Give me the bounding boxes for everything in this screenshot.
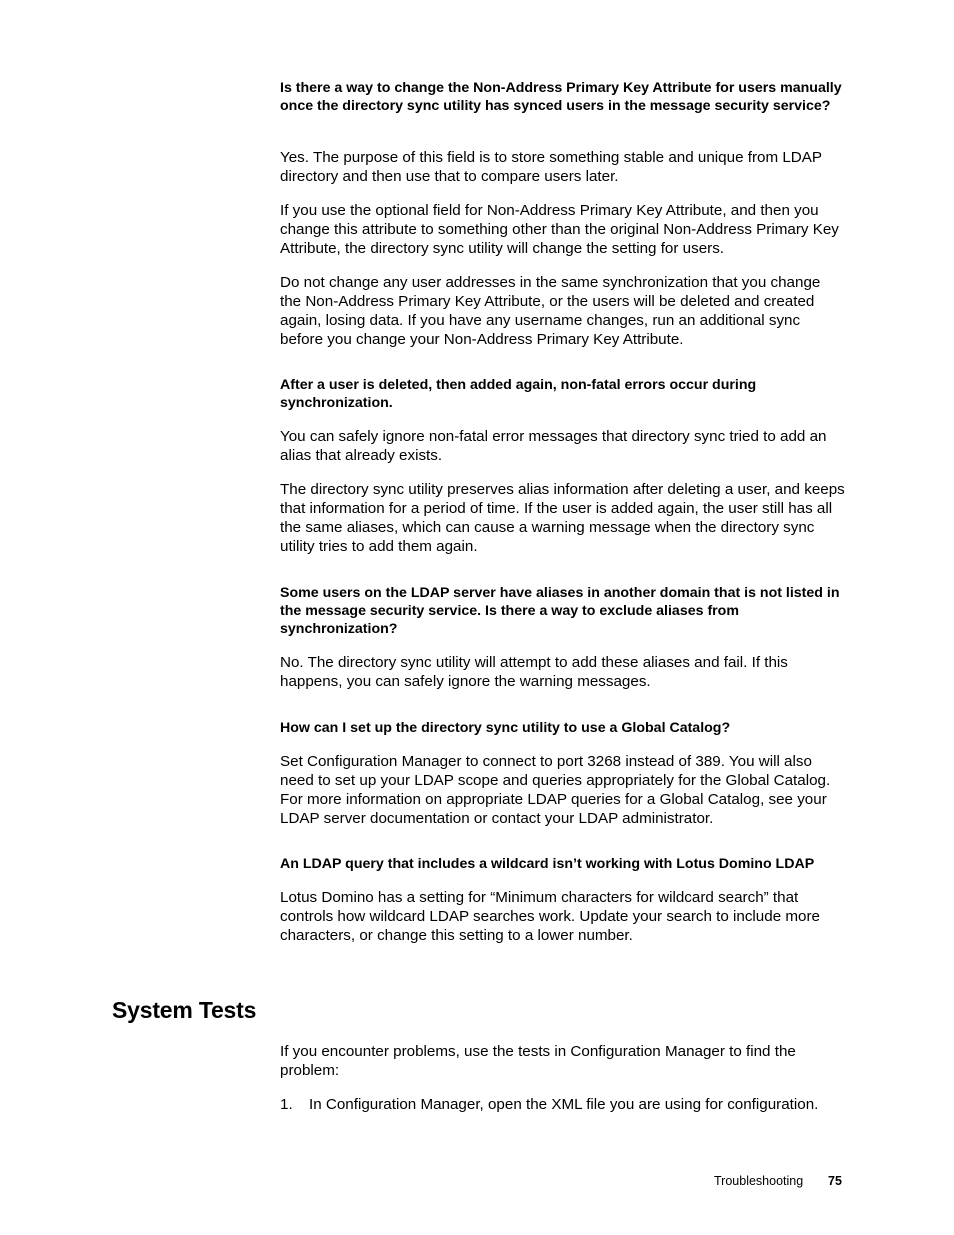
faq-answer: Yes. The purpose of this field is to store something stable and unique from LDAP directory and then use that to compare users later. [280, 149, 822, 185]
section-heading: System Tests [112, 997, 257, 1023]
faq-answer: Do not change any user addresses in the same synchronization that you change the Non-Address Primary Key Attribute, or the users will be deleted and created again, losing data. If you have any username changes, run an additional sync before you change your Non-Address Primary Key Attribute. [280, 274, 821, 348]
faq-question: After a user is deleted, then added again, non-fatal errors occur during synchronization. [280, 377, 757, 411]
list-item [280, 1095, 850, 1114]
faq-question: Some users on the LDAP server have aliases in another domain that is not listed in the message security service. Is there a way to exclude aliases from synchronization? [280, 585, 840, 637]
faq-answer: If you use the optional field for Non-Address Primary Key Attribute, and then you change this attribute to something other than the original Non-Address Primary Key Attribute, the directory sync utility will change the setting for users. [280, 202, 839, 257]
section-intro: If you encounter problems, use the tests in Configuration Manager to find the problem: [280, 1043, 796, 1079]
page-number: 75 [828, 1174, 842, 1188]
faq-answer: Lotus Domino has a setting for “Minimum characters for wildcard search” that controls how wildcard LDAP searches work. Update your search to include more characters, or change this setting to a lower number. [280, 889, 820, 944]
faq-answer: No. The directory sync utility will attempt to add these aliases and fail. If this happens, you can safely ignore the warning messages. [280, 654, 788, 690]
faq-question: An LDAP query that includes a wildcard isn’t working with Lotus Domino LDAP [280, 856, 815, 872]
faq-answer: You can safely ignore non-fatal error messages that directory sync tried to add an alias that already exists. [280, 428, 827, 464]
list-item-number: 1. [280, 1096, 293, 1113]
faq-question: Is there a way to change the Non-Address Primary Key Attribute for users manually once the directory sync utility has synced users in the message security service? [280, 80, 842, 114]
footer-chapter: Troubleshooting [714, 1174, 804, 1188]
faq-question: How can I set up the directory sync utility to use a Global Catalog? [280, 720, 731, 736]
faq-answer: Set Configuration Manager to connect to port 3268 instead of 389. You will also need to set up your LDAP scope and queries appropriately for the Global Catalog. For more information on appropriate LDAP queries for a Global Catalog, see your LDAP server documentation or contact your LDAP administrator. [280, 753, 831, 827]
faq-answer: The directory sync utility preserves alias information after deleting a user, and keeps that information for a period of time. If the user is added again, the user still has all the same aliases, which can cause a warning message when the directory sync utility tries to add them again. [280, 481, 845, 555]
list-item-text: In Configuration Manager, open the XML file you are using for configuration. [309, 1096, 819, 1113]
